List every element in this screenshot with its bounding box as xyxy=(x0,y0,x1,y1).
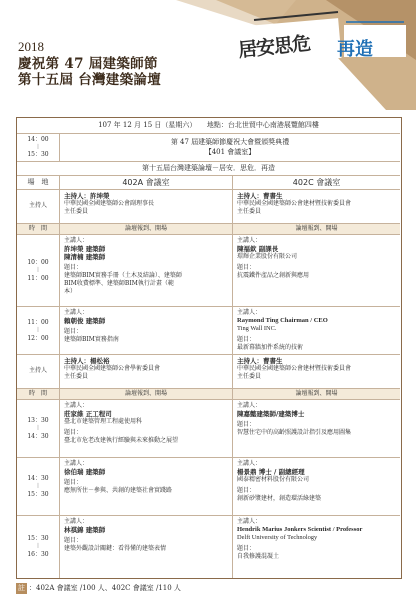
date-place-row xyxy=(17,118,400,134)
slot1-a-topic-3: 本） xyxy=(64,288,77,295)
slot-row-1 xyxy=(17,235,400,307)
slot1-c-speaker: 陳福欽 副課長 xyxy=(237,245,279,253)
session2-host-a-name: 主持人：楊松裕 xyxy=(64,357,110,365)
session2-host-c-org: 中華民國全國建築師公會建材暨技術委員會 xyxy=(237,365,352,372)
slot2-c-topic-label: 題目： xyxy=(237,336,256,343)
slot3-room-c xyxy=(233,400,400,457)
slot1-time: 10：00 ︱ 11：00 xyxy=(17,235,60,306)
slot-row-3 xyxy=(17,400,400,458)
slot2-time: 11：00 ︱ 12：00 xyxy=(17,307,60,354)
ceremony-row xyxy=(17,134,400,162)
slot3-c-speaker: 陳嘉懿建築師/建築博士 xyxy=(237,410,305,418)
slot2-c-topic: 最新幕牆加件系統的技術 xyxy=(237,344,304,351)
slot3-c-line: 主講人： xyxy=(237,402,262,409)
session2-host-row xyxy=(17,355,400,389)
slot1-room-a xyxy=(60,235,233,306)
slot1-a-topic-label: 題目： xyxy=(64,264,83,271)
slot1-a-speaker-2: 陳清楠 建築師 xyxy=(64,253,106,261)
session2-host-a-role: 主任委員 xyxy=(64,373,89,380)
topic-label-a-1: 論壇報到、開場 xyxy=(60,224,233,234)
forum-title: 第十五屆台灣建築論壇－居安．思危．再造 xyxy=(142,163,275,172)
slot2-room-c xyxy=(233,307,400,354)
forum-title-row xyxy=(17,162,400,176)
slot1-a-line: 主講人： xyxy=(64,237,89,244)
date-place: 107 年 12 月 15 日（星期六） 地點：台北世貿中心南港展覽館四樓 xyxy=(98,120,319,129)
slot2-a-speaker: 賴朝俊 建築師 xyxy=(64,317,106,325)
slot3-a-topic-label: 題目： xyxy=(64,429,83,436)
time-label-2: 時 間 xyxy=(17,389,60,399)
ceremony-time: 14：00 ︱ 15：30 xyxy=(17,134,60,161)
topic-label-c-1: 論壇報到、開場 xyxy=(295,224,338,232)
session1-host-c-org: 中華民國全國建築師公會建材暨技術委員會 xyxy=(237,200,352,207)
title-line-2: 第十五屆 台灣建築論壇 xyxy=(18,72,161,88)
slot1-room-c xyxy=(233,235,400,306)
session1-host-a-org: 中華民國全國建築師公會副理事長 xyxy=(64,200,155,207)
slot4-time: 14：30 ︱ 15：30 xyxy=(17,458,60,515)
slot3-a-org: 臺北市建築管理工程處使用科 xyxy=(64,418,143,425)
slot5-room-c xyxy=(233,516,400,578)
slot-row-2 xyxy=(17,307,400,355)
session2-host-a xyxy=(60,355,233,388)
slot2-a-topic-label: 題目： xyxy=(64,328,83,335)
schedule-table xyxy=(16,117,402,579)
slot2-room-a xyxy=(60,307,233,354)
session2-host-a-org: 中華民國全國建築師公會學術委員會 xyxy=(64,365,161,372)
slot5-c-topic: 自我修護混凝土 xyxy=(237,553,280,560)
slot2-c-line: 主講人： xyxy=(237,309,262,316)
logo-main-text: 居安思危 xyxy=(237,32,312,62)
slot5-a-speaker: 林祺錦 建築師 xyxy=(64,526,106,534)
slot1-a-topic-2: BIM收費標準、建築師BIM執行計畫（範 xyxy=(64,280,174,287)
slot4-a-topic-label: 題目： xyxy=(64,479,83,486)
slot1-a-speaker-1: 許坤榮 建築師 xyxy=(64,245,106,253)
venue-label: 場 地 xyxy=(17,176,60,189)
slot3-room-a xyxy=(60,400,233,457)
session2-host-label: 主持人 xyxy=(17,355,60,388)
session2-host-c xyxy=(233,355,400,388)
subheader-row-2 xyxy=(17,389,400,400)
slot4-c-topic-label: 題目： xyxy=(237,487,256,494)
session1-host-a-role: 主任委員 xyxy=(64,208,89,215)
slot4-a-line: 主講人： xyxy=(64,460,89,467)
slot4-c-speaker: 楊景鼎 博士 / 副總經理 xyxy=(237,468,305,476)
slot-row-5 xyxy=(17,516,400,578)
title-line-1: 慶祝第 47 屆建築師節 xyxy=(18,56,158,72)
logo-sub-text: 再造 xyxy=(337,39,373,60)
slot3-a-line: 主講人： xyxy=(64,402,89,409)
room-a-header: 402A 會議室 xyxy=(60,176,233,189)
room-c-header: 402C 會議室 xyxy=(292,177,341,187)
slot1-c-topic: 抗震鐵件產品之創新與應用 xyxy=(237,272,310,279)
slot5-time: 15：30 ︱ 16：30 xyxy=(17,516,60,578)
ceremony-info xyxy=(60,134,400,161)
session1-host-c-name: 主持人：曹書生 xyxy=(237,192,283,200)
topic-label-c-2: 論壇報到、開場 xyxy=(295,389,338,397)
slot4-c-org: 國泰精密材料股份有限公司 xyxy=(237,476,310,483)
slot3-time: 13：30 ︱ 14：30 xyxy=(17,400,60,457)
slot5-a-topic: 建築外觀設計關鍵：看得懂的建築表情 xyxy=(64,545,167,552)
slot1-a-topic-1: 建築師BIM實務手冊（土木及結論）、建築師 xyxy=(64,272,182,279)
slot2-c-speaker: Raymond Ting Chairman / CEO xyxy=(237,317,328,324)
session1-host-c xyxy=(233,190,400,223)
slot5-a-topic-label: 題目： xyxy=(64,537,83,544)
slot5-c-line: 主講人： xyxy=(237,518,262,525)
slot1-c-topic-label: 題目： xyxy=(237,264,256,271)
ceremony-room: 【401 會議室】 xyxy=(204,147,256,156)
slot4-c-topic: 創新砂漿建材，創造環活綠建築 xyxy=(237,495,322,502)
footer-note xyxy=(16,581,402,595)
topic-label-a-2: 論壇報到、開場 xyxy=(60,389,233,399)
note-mark: 註 xyxy=(18,583,25,592)
slot-row-4 xyxy=(17,458,400,516)
slot5-room-a xyxy=(60,516,233,578)
ceremony-title: 第 47 屆建築師節慶祝大會暨頒獎典禮 xyxy=(170,138,290,146)
session1-host-row xyxy=(17,190,400,224)
title-year: 2018 xyxy=(18,39,44,54)
slot4-room-c xyxy=(233,458,400,515)
slot2-a-topic: 建築師BIM實務指南 xyxy=(64,336,119,343)
slot3-a-speaker: 莊家維 正工程司 xyxy=(64,410,112,418)
slot4-a-topic: 應無所住－參與、共創的建築社會實踐路 xyxy=(64,487,173,494)
venue-row xyxy=(17,176,400,190)
subheader-row-1 xyxy=(17,224,400,235)
time-label-1: 時 間 xyxy=(17,224,60,234)
slot3-a-topic: 臺北市危老改建執行經驗與未來推動之展望 xyxy=(64,437,179,444)
title-block xyxy=(18,39,248,88)
slot5-c-topic-label: 題目： xyxy=(237,545,256,552)
slot5-a-line: 主講人： xyxy=(64,518,89,525)
session1-host-a xyxy=(60,190,233,223)
slot2-a-line: 主講人： xyxy=(64,309,89,316)
slot1-c-org: 璟輝企業股份有限公司 xyxy=(237,253,298,260)
slot4-a-speaker: 徐伯瑞 建築師 xyxy=(64,468,106,476)
note-text: ：402A 會議室 /100 人、402C 會議室 /110 人 xyxy=(29,584,181,592)
session1-host-c-role: 主任委員 xyxy=(237,208,262,215)
session1-host-a-name: 主持人：許坤榮 xyxy=(64,192,110,200)
slot4-room-a xyxy=(60,458,233,515)
slot4-c-line: 主講人： xyxy=(237,460,262,467)
header xyxy=(0,0,416,110)
slot3-c-topic: 智慧住宅中的高齡照護設計指引及應用圖集 xyxy=(237,429,352,436)
session2-host-c-role: 主任委員 xyxy=(237,373,262,380)
slot5-c-org: Delft University of Technology xyxy=(237,534,318,541)
slot5-c-speaker: Hendrik Marius Jonkers Scientist / Professor xyxy=(237,526,363,533)
session1-host-label: 主持人 xyxy=(17,190,60,223)
slot3-c-topic-label: 題目： xyxy=(237,421,256,428)
slot2-c-org: Ting Wall INC. xyxy=(237,325,277,332)
session2-host-c-name: 主持人：曹書生 xyxy=(237,357,283,365)
slot1-c-line: 主講人： xyxy=(237,237,262,244)
